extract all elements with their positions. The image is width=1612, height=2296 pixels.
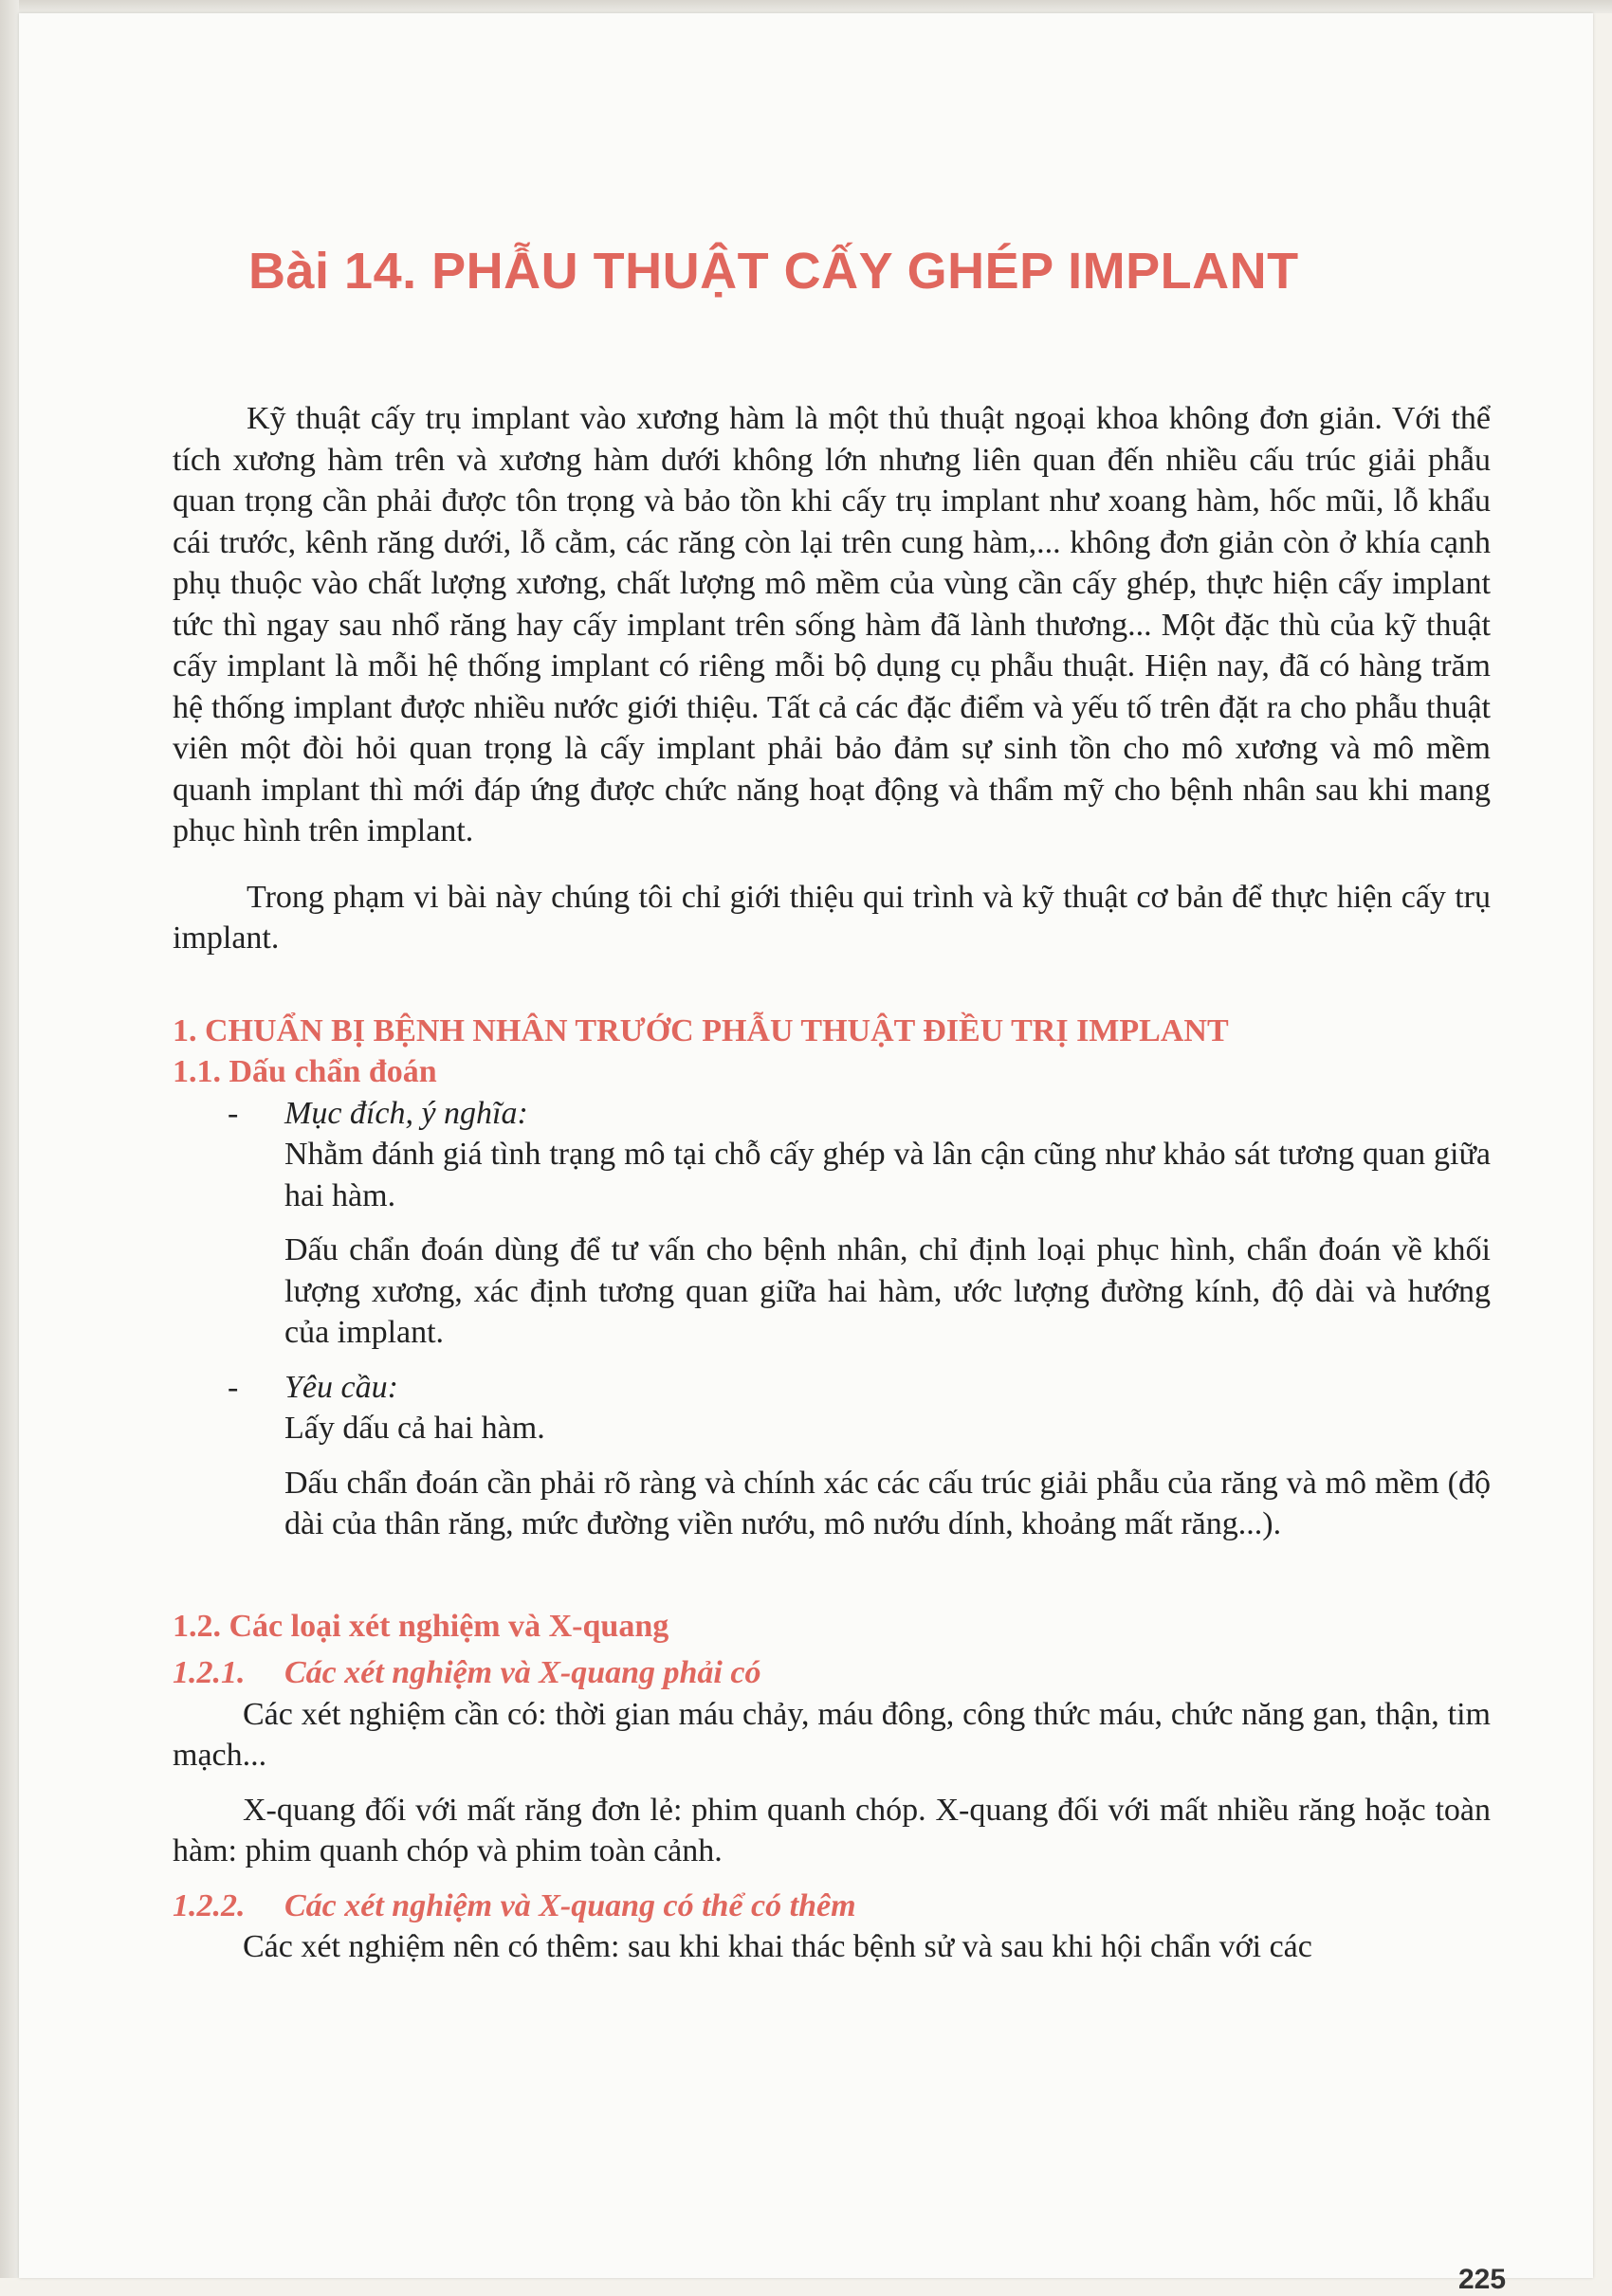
section-title: Các xét nghiệm và X-quang phải có	[284, 1655, 761, 1690]
section-1-heading: 1. CHUẨN BỊ BỆNH NHÂN TRƯỚC PHẪU THUẬT ĐIỀU TRỊ IMPLANT	[173, 1012, 1229, 1048]
tests-paragraph-1: Các xét nghiệm cần có: thời gian máu chảy, máu đông, công thức máu, chức năng gan, thận, tim mạch...	[173, 1696, 1491, 1773]
section-1-1-heading: 1.1. Dấu chẩn đoán	[173, 1054, 437, 1089]
section-number: 1.2.1.	[173, 1655, 246, 1690]
tests-paragraph-2: X-quang đối với mất răng đơn lẻ: phim quanh chóp. X-quang đối với mất nhiều răng hoặc toàn hàm: phim quanh chóp và phim toàn cảnh.	[173, 1792, 1491, 1868]
requirements-paragraph-1: Lấy dấu cả hai hàm.	[284, 1411, 545, 1446]
bullet-label: Yêu cầu:	[284, 1369, 398, 1405]
section-1-2-heading: 1.2. Các loại xét nghiệm và X-quang	[173, 1608, 669, 1644]
bullet-purpose	[173, 1093, 1491, 1135]
bullet-dash: -	[228, 1369, 239, 1405]
requirements-paragraph-2: Dấu chẩn đoán cần phải rõ ràng và chính xác các cấu trúc giải phẫu của răng và mô mềm (độ dài của thân răng, mức đường viền nướu, mô nướu dính, khoảng mất răng...).	[284, 1465, 1491, 1541]
page-number: 225	[1458, 2264, 1507, 2295]
purpose-paragraph-2: Dấu chẩn đoán dùng để tư vấn cho bệnh nhân, chỉ định loại phục hình, chẩn đoán về khối lượng xương, xác định tương quan giữa hai hàm, ước lượng đường kính, độ dài và hướng của implant.	[284, 1232, 1491, 1350]
bullet-label: Mục đích, ý nghĩa:	[284, 1095, 528, 1131]
document-body	[173, 398, 1491, 1981]
scan-edge-left	[0, 0, 19, 2278]
section-spacer	[173, 1558, 1491, 1606]
section-number: 1.2.2.	[173, 1887, 246, 1923]
page-title: Bài 14. PHẪU THUẬT CẤY GHÉP IMPLANT	[248, 243, 1299, 300]
scan-edge-top	[0, 0, 1612, 13]
intro-paragraph-2: Trong phạm vi bài này chúng tôi chỉ giới thiệu qui trình và kỹ thuật cơ bản để thực hiện cấy trụ implant.	[173, 879, 1491, 956]
extra-tests-paragraph: Các xét nghiệm nên có thêm: sau khi khai thác bệnh sử và sau khi hội chẩn với các	[243, 1929, 1312, 1964]
section-1-2-2-heading	[173, 1886, 1491, 1927]
purpose-paragraph-1: Nhằm đánh giá tình trạng mô tại chỗ cấy ghép và lân cận cũng như khảo sát tương quan giữa hai hàm.	[284, 1137, 1491, 1213]
intro-paragraph-1: Kỹ thuật cấy trụ implant vào xương hàm là một thủ thuật ngoại khoa không đơn giản. Với thể tích xương hàm trên và xương hàm dưới không lớn nhưng liên quan đến nhiều cấu trúc giải phẫu quan trọng cần phải được tôn trọng và bảo tồn khi cấy trụ implant như xoang hàm, hốc mũi, lỗ khẩu cái trước, kênh răng dưới, lỗ cằm, các răng còn lại trên cung hàm,... không đơn giản còn ở khía cạnh phụ thuộc vào chất lượng xương, chất lượng mô mềm của vùng cần cấy ghép, thực hiện cấy implant tức thì ngay sau nhổ răng hay cấy implant trên sống hàm đã lành thương... Một đặc thù của kỹ thuật cấy implant là mỗi hệ thống implant có riêng mỗi bộ dụng cụ phẫu thuật. Hiện nay, đã có hàng trăm hệ thống implant được nhiều nước giới thiệu. Tất cả các đặc điểm và yếu tố trên đặt ra cho phẫu thuật viên một đòi hỏi quan trọng là cấy implant phải bảo đảm sự sinh tồn cho mô xương và mô mềm quanh implant thì mới đáp ứng được chức năng hoạt động và thẩm mỹ cho bệnh nhân sau khi mang phục hình trên implant.	[173, 401, 1491, 848]
section-title: Các xét nghiệm và X-quang có thể có thêm	[284, 1887, 856, 1923]
section-1-2-1-heading	[173, 1652, 1491, 1694]
bullet-dash: -	[228, 1095, 239, 1131]
bullet-requirements	[173, 1367, 1491, 1409]
